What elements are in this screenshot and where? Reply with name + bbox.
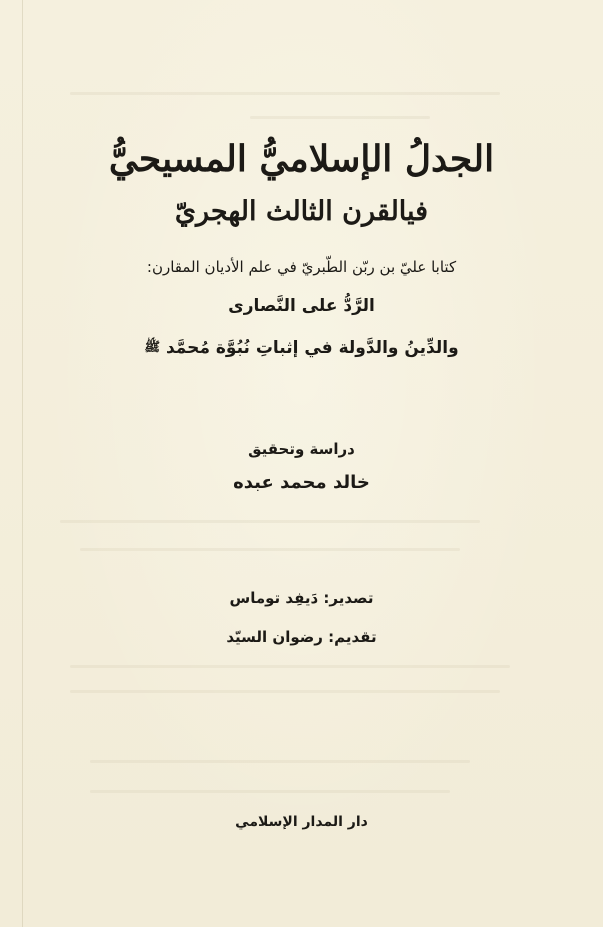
bleed-through-line — [70, 665, 510, 668]
study-label: دراسة وتحقيق — [248, 440, 355, 458]
bleed-through-line — [250, 116, 430, 119]
book-subtitle: فيالقرن الثالث الهجريّ — [174, 196, 429, 227]
publisher-name: دار المدار الإسلامي — [235, 814, 368, 830]
honorific-ligature: ﷺ — [144, 340, 161, 355]
introduction-credit: تقديم: رضوان السيّد — [226, 628, 377, 646]
first-book-title: الرَّدُّ على النَّصارى — [228, 296, 375, 316]
book-description: كتابا عليّ بن ربّن الطّبريّ في علم الأديان المقارن: — [146, 258, 457, 276]
bleed-through-line — [70, 92, 500, 95]
second-book-title-text: والدِّينُ والدَّولة في إثباتِ نُبُوَّة مُحمَّد — [165, 338, 459, 358]
bleed-through-line — [90, 790, 450, 793]
editor-name: خالد محمد عبده — [233, 472, 370, 493]
bleed-through-line — [90, 760, 470, 763]
foreword-credit: تصدير: دَيفِد توماس — [229, 589, 374, 607]
book-title: الجدلُ الإسلاميُّ المسيحيُّ — [108, 138, 495, 180]
bleed-through-line — [70, 690, 500, 693]
bleed-through-line — [80, 548, 460, 551]
bleed-through-line — [60, 520, 480, 523]
second-book-title — [0, 338, 603, 358]
